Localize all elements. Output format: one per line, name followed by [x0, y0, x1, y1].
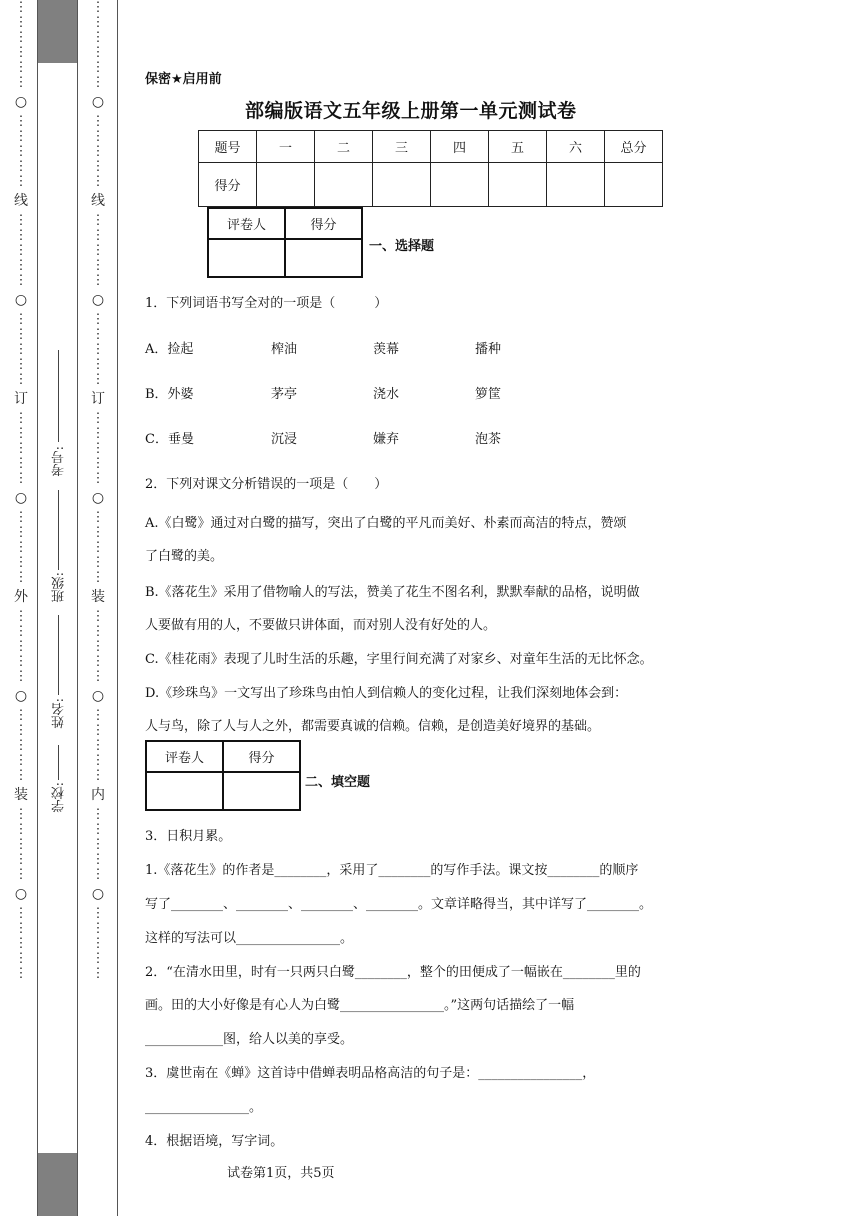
binding-circle: ○ [14, 688, 28, 704]
binding-dot: ⋮ [91, 213, 105, 228]
fill-line[interactable]: 1.《落花生》的作者是________，采用了________的写作手法。课文按________的顺序 [145, 863, 639, 878]
q2-option-d-cont: 人与鸟，除了人与人之外，都需要真诚的信赖。信赖，是创造美好境界的基础。 [145, 719, 601, 734]
binding-dot: ⋮ [91, 0, 105, 15]
binding-dot: ⋮ [91, 852, 105, 867]
binding-dot: ⋮ [91, 15, 105, 30]
fill-line[interactable]: ________________。 [145, 1100, 263, 1115]
binding-dot: ⋮ [14, 312, 28, 327]
binding-dot: ⋮ [14, 15, 28, 30]
binding-dot: ⋮ [14, 357, 28, 372]
score-header-cell: 三 [373, 131, 431, 163]
binding-dot: ⋮ [14, 258, 28, 273]
binding-circle: ○ [14, 292, 28, 308]
binding-dot: ⋮ [91, 372, 105, 387]
binding-dot: ⋮ [91, 258, 105, 273]
q3-stem: 3．日积月累。 [145, 829, 232, 844]
binding-dot: ⋮ [91, 624, 105, 639]
school-blank[interactable] [58, 745, 59, 780]
binding-dot: ⋮ [14, 129, 28, 144]
exam-title: 部编版语文五年级上册第一单元测试卷 [245, 100, 577, 122]
binding-dot: ⋮ [91, 837, 105, 852]
binding-dot: ⋮ [91, 867, 105, 882]
binding-mark: 线 [91, 193, 105, 209]
binding-dot: ⋮ [91, 60, 105, 75]
binding-dot: ⋮ [14, 822, 28, 837]
binding-dot: ⋮ [14, 174, 28, 189]
score-cell[interactable] [315, 163, 373, 207]
q1-stem: 1．下列词语书写全对的一项是（ ） [145, 296, 388, 311]
fill-line: 4．根据语境，写字词。 [145, 1134, 284, 1149]
binding-dot: ⋮ [91, 822, 105, 837]
binding-dot: ⋮ [91, 609, 105, 624]
option-label: C．垂曼 [145, 432, 194, 447]
exam-no-blank[interactable] [58, 350, 59, 442]
binding-dot: ⋮ [91, 723, 105, 738]
binding-dot: ⋮ [14, 936, 28, 951]
option-word: 播种 [475, 342, 502, 357]
binding-dot: ⋮ [91, 525, 105, 540]
q2-stem: 2．下列对课文分析错误的一项是（ ） [145, 477, 388, 492]
binding-mark: 线 [14, 193, 28, 209]
score-header-cell: 五 [489, 131, 547, 163]
binding-dot: ⋮ [91, 738, 105, 753]
class-label: 班级: [52, 572, 67, 603]
option-word: 羡幕 [373, 342, 400, 357]
binding-dot: ⋮ [91, 426, 105, 441]
score-header-cell: 一 [257, 131, 315, 163]
binding-dot: ⋮ [14, 327, 28, 342]
binding-dot: ⋮ [91, 654, 105, 669]
binding-circle: ○ [14, 886, 28, 902]
binding-mark: 外 [14, 589, 28, 605]
binding-dot: ⋮ [14, 921, 28, 936]
binding-dot: ⋮ [91, 807, 105, 822]
reviewer-cell[interactable] [146, 772, 223, 810]
q2-option-b-cont: 人要做有用的人，不要做只讲体面，而对别人没有好处的人。 [145, 618, 497, 633]
score-header-cell: 题号 [199, 131, 257, 163]
binding-dot: ⋮ [91, 357, 105, 372]
binding-dot: ⋮ [14, 426, 28, 441]
binding-dot: ⋮ [14, 540, 28, 555]
binding-dot: ⋮ [14, 441, 28, 456]
section1-title: 一、选择题 [369, 239, 435, 254]
margin-rule-center [77, 0, 78, 1216]
score-header-cell: 六 [547, 131, 605, 163]
binding-dot: ⋮ [14, 867, 28, 882]
binding-dot: ⋮ [91, 510, 105, 525]
binding-dot: ⋮ [14, 228, 28, 243]
binding-dot: ⋮ [14, 753, 28, 768]
confidential-label: 保密★启用前 [145, 72, 222, 87]
binding-dot: ⋮ [91, 273, 105, 288]
binding-dot: ⋮ [91, 570, 105, 585]
q2-option-a[interactable]: A.《白鹭》通过对白鹭的描写，突出了白鹭的平凡而美好、朴素而高洁的特点，赞颂 [145, 516, 627, 531]
exam-no-label: 考号: [52, 446, 67, 477]
binding-dot: ⋮ [14, 609, 28, 624]
option-word: 茅亭 [271, 387, 298, 402]
q2-option-b[interactable]: B.《落花生》采用了借物喻人的写法，赞美了花生不图名利，默默奉献的品格，说明做 [145, 585, 640, 600]
binding-dots-inner [90, 0, 106, 1216]
binding-dot: ⋮ [14, 510, 28, 525]
binding-dot: ⋮ [14, 852, 28, 867]
binding-dot: ⋮ [91, 921, 105, 936]
binding-dot: ⋮ [91, 45, 105, 60]
binding-dot: ⋮ [14, 75, 28, 90]
binding-dot: ⋮ [91, 669, 105, 684]
margin-gray-bottom [38, 1153, 77, 1216]
class-blank[interactable] [58, 490, 59, 570]
name-blank[interactable] [58, 615, 59, 695]
fill-line[interactable]: 画。田的大小好像是有心人为白鹭________________。”这两句话描绘了一幅 [145, 998, 575, 1013]
score-cell[interactable] [257, 163, 315, 207]
binding-dot: ⋮ [14, 837, 28, 852]
binding-dot: ⋮ [91, 951, 105, 966]
fill-line[interactable]: 3．虞世南在《蝉》这首诗中借蝉表明品格高洁的句子是：________________， [145, 1066, 596, 1081]
binding-mark: 装 [14, 787, 28, 803]
binding-dot: ⋮ [91, 114, 105, 129]
binding-dot: ⋮ [14, 951, 28, 966]
binding-dot: ⋮ [14, 807, 28, 822]
score-cell[interactable] [431, 163, 489, 207]
binding-dot: ⋮ [14, 768, 28, 783]
binding-dot: ⋮ [14, 45, 28, 60]
binding-dot: ⋮ [91, 228, 105, 243]
q2-option-c[interactable]: C.《桂花雨》表现了儿时生活的乐趣，字里行间充满了对家乡、对童年生活的无比怀念。 [145, 652, 653, 667]
option-word: 泡茶 [475, 432, 502, 447]
binding-circle: ○ [91, 94, 105, 110]
binding-dot: ⋮ [91, 456, 105, 471]
binding-dot: ⋮ [14, 213, 28, 228]
binding-dot: ⋮ [14, 708, 28, 723]
binding-dot: ⋮ [91, 129, 105, 144]
binding-dot: ⋮ [91, 540, 105, 555]
binding-mark: 订 [14, 391, 28, 407]
binding-dot: ⋮ [91, 342, 105, 357]
binding-dot: ⋮ [91, 75, 105, 90]
binding-circle: ○ [14, 94, 28, 110]
binding-dot: ⋮ [14, 624, 28, 639]
school-label: 学校: [52, 782, 67, 813]
score-row-label: 得分 [199, 163, 257, 207]
grader-box-section2 [145, 740, 301, 811]
binding-dot: ⋮ [14, 342, 28, 357]
option-word: 沉浸 [271, 432, 298, 447]
binding-dot: ⋮ [91, 144, 105, 159]
binding-circle: ○ [91, 292, 105, 308]
binding-dot: ⋮ [91, 441, 105, 456]
binding-dot: ⋮ [91, 768, 105, 783]
option-word: 浇水 [373, 387, 400, 402]
reviewer-cell[interactable] [208, 239, 285, 277]
binding-mark: 订 [91, 391, 105, 407]
binding-dot: ⋮ [91, 471, 105, 486]
binding-dot: ⋮ [91, 753, 105, 768]
binding-mark: 装 [91, 589, 105, 605]
option-word: 箩筐 [475, 387, 502, 402]
q2-option-d[interactable]: D.《珍珠鸟》一文写出了珍珠鸟由怕人到信赖人的变化过程，让我们深刻地体会到： [145, 686, 628, 701]
binding-dot: ⋮ [91, 159, 105, 174]
binding-dot: ⋮ [91, 327, 105, 342]
binding-dot: ⋮ [14, 60, 28, 75]
grader-score-label: 得分 [223, 741, 300, 772]
reviewer-label: 评卷人 [146, 741, 223, 772]
grader-score-cell[interactable] [285, 239, 362, 277]
binding-circle: ○ [14, 490, 28, 506]
option-label: B．外婆 [145, 387, 194, 402]
grader-box-section1 [207, 207, 363, 278]
binding-dot: ⋮ [14, 411, 28, 426]
score-header-cell: 二 [315, 131, 373, 163]
binding-dot: ⋮ [14, 273, 28, 288]
section2-title: 二、填空题 [305, 775, 371, 790]
binding-dot: ⋮ [14, 639, 28, 654]
binding-margin [0, 0, 118, 1216]
binding-dots-outer [13, 0, 29, 1216]
score-table [198, 130, 663, 207]
grader-score-cell[interactable] [223, 772, 300, 810]
binding-dot: ⋮ [91, 906, 105, 921]
binding-dot: ⋮ [14, 372, 28, 387]
binding-dot: ⋮ [14, 471, 28, 486]
fill-line[interactable]: 写了________、________、________、________。文章详略得当，其中详写了________。 [145, 897, 653, 912]
score-cell[interactable] [373, 163, 431, 207]
binding-dot: ⋮ [14, 159, 28, 174]
binding-dot: ⋮ [14, 30, 28, 45]
option-word: 嫌弃 [373, 432, 400, 447]
binding-dot: ⋮ [14, 525, 28, 540]
binding-dot: ⋮ [91, 411, 105, 426]
option-label: A．捡起 [145, 342, 194, 357]
option-word: 榨油 [271, 342, 298, 357]
binding-dot: ⋮ [14, 570, 28, 585]
binding-dot: ⋮ [14, 243, 28, 258]
binding-dot: ⋮ [14, 723, 28, 738]
name-label: 姓名: [52, 698, 67, 729]
grader-score-label: 得分 [285, 208, 362, 239]
binding-dot: ⋮ [14, 906, 28, 921]
binding-circle: ○ [91, 886, 105, 902]
fill-line[interactable]: ____________图，给人以美的享受。 [145, 1032, 354, 1047]
binding-dot: ⋮ [91, 555, 105, 570]
binding-dot: ⋮ [14, 669, 28, 684]
score-header-cell: 总分 [605, 131, 663, 163]
page-footer: 试卷第1页，共5页 [227, 1166, 335, 1181]
binding-dot: ⋮ [91, 936, 105, 951]
fill-line[interactable]: 2．“在清水田里，时有一只两只白鹭________，整个的田便成了一幅嵌在________里的 [145, 965, 641, 980]
binding-dot: ⋮ [14, 654, 28, 669]
binding-dot: ⋮ [14, 114, 28, 129]
binding-dot: ⋮ [14, 456, 28, 471]
score-header-cell: 四 [431, 131, 489, 163]
binding-dot: ⋮ [14, 144, 28, 159]
binding-dot: ⋮ [91, 966, 105, 981]
binding-dot: ⋮ [91, 312, 105, 327]
binding-dot: ⋮ [91, 174, 105, 189]
margin-gray-top [38, 0, 77, 63]
score-cell[interactable] [547, 163, 605, 207]
margin-rule-left [37, 0, 38, 1216]
binding-dot: ⋮ [14, 555, 28, 570]
score-cell[interactable] [489, 163, 547, 207]
student-info-fields [50, 350, 68, 870]
margin-rule-right [117, 0, 118, 1216]
binding-dot: ⋮ [91, 243, 105, 258]
binding-dot: ⋮ [14, 966, 28, 981]
binding-dot: ⋮ [14, 738, 28, 753]
q2-option-a-cont: 了白鹭的美。 [145, 549, 224, 564]
binding-mark: 内 [91, 787, 105, 803]
binding-dot: ⋮ [14, 0, 28, 15]
fill-line[interactable]: 这样的写法可以________________。 [145, 931, 354, 946]
reviewer-label: 评卷人 [208, 208, 285, 239]
binding-dot: ⋮ [91, 30, 105, 45]
binding-circle: ○ [91, 490, 105, 506]
score-cell[interactable] [605, 163, 663, 207]
binding-dot: ⋮ [91, 639, 105, 654]
binding-circle: ○ [91, 688, 105, 704]
binding-dot: ⋮ [91, 708, 105, 723]
